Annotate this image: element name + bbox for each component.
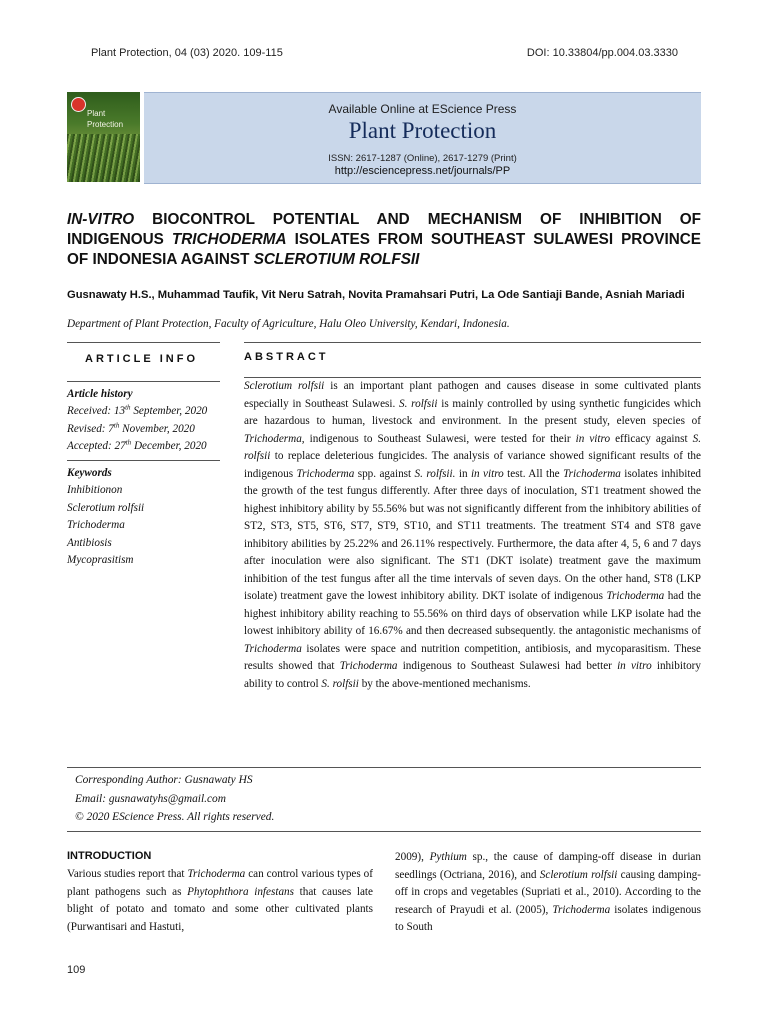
italic-text-run: Trichoderma: [244, 642, 302, 655]
copyright-notice: © 2020 EScience Press. All rights reserved.: [75, 811, 275, 823]
text-run: isolates inhibited the growth of the test fungus differently. After three days of inoculation, ST1 treatment showed the highest inhibitory ability by 55.56% but was not significantly different from the inhibitory abilities of ST2, ST3, ST5, ST6, ST7, ST9, ST10, and ST11 treatments. The treatment ST4 and ST8 gave inhibitory abilities by 25.22% and 26.11% respectively. Furthermore, the data after 4, 5, 6 and 7 days after inoculation were also significant. The ST1 (DKT isolate) treatment gave the maximum inhibition of the test fungus after all the time intervals of seven days. On the other hand, ST8 (LKP isolate) treatment gave the lowest inhibitory ability. DKT isolate of indigenous: [244, 467, 702, 602]
journal-info-band: [144, 92, 701, 184]
text-run: test. All the: [503, 467, 564, 480]
received-date: Received: 13th September, 2020: [67, 403, 208, 418]
italic-text-run: in vitro: [617, 660, 652, 672]
italic-text-run: Sclerotium rolfsii: [539, 868, 618, 881]
text-run: ISOLATES FROM SOUTHEAST SULAWESI PROVINCE OF INDONESIA AGAINST: [67, 231, 702, 268]
author-email[interactable]: Email: gusnawatyhs@gmail.com: [75, 792, 226, 805]
text-run: inhibitory ability to control: [244, 660, 701, 690]
text-run: isolates indigenous to South: [395, 903, 702, 933]
italic-text-run: S. rolfsii: [399, 397, 438, 410]
revised-date: Revised: 7th November, 2020: [67, 421, 195, 435]
abstract-heading: ABSTRACT: [244, 351, 329, 363]
running-header-citation: Plant Protection, 04 (03) 2020. 109-115: [91, 47, 283, 59]
divider-info-mid: [67, 381, 220, 382]
introduction-right-column: [395, 849, 701, 937]
article-title: [67, 210, 701, 270]
issn-line: ISSN: 2617-1287 (Online), 2617-1279 (Print): [328, 153, 517, 164]
article-history-heading: Article history: [67, 388, 133, 400]
text-run: BIOCONTROL POTENTIAL AND MECHANISM OF INHIBITION OF INDIGENOUS: [67, 211, 701, 248]
article-info-heading: ARTICLE INFO: [85, 353, 198, 365]
text-run: indigenous to Southeast Sulawesi had better: [397, 660, 618, 672]
italic-text-run: in vitro: [575, 432, 611, 445]
italic-text-run: Sclerotium rolfsii: [244, 380, 325, 392]
italic-text-run: Trichoderma: [606, 590, 665, 602]
text-run: isolates were space and nutrition competition, antibiosis, and mycoparasitism. These results showed that: [244, 642, 701, 672]
text-run: sp., the cause of damping-off disease in durian seedlings (Octriana, 2016), and: [395, 851, 701, 881]
affiliation: Department of Plant Protection, Faculty of Agriculture, Halu Oleo University, Kendari, Indonesia.: [67, 318, 510, 330]
keyword-item: Trichoderma: [67, 519, 125, 532]
text-run: spp. against: [354, 467, 415, 480]
cover-title-line2: Protection: [87, 120, 124, 129]
keyword-item: Sclerotium rolfsii: [67, 501, 145, 514]
text-run: Various studies report that: [67, 868, 188, 880]
text-run: by the above-mentioned mechanisms.: [358, 677, 531, 690]
cover-grass-graphic: [67, 134, 140, 182]
running-header-doi[interactable]: DOI: 10.33804/pp.004.03.3330: [526, 47, 678, 59]
cover-title-line1: Plant: [87, 109, 106, 118]
keyword-item: Antibiosis: [67, 536, 112, 549]
text-run: is mainly controlled by using synthetic fungicides which are hazardous to human, livestock and environment. In the present study, eleven species of: [244, 397, 701, 427]
introduction-left-column: [67, 866, 373, 936]
italic-text-run: Phytophthora infestans: [187, 885, 294, 898]
text-run: is an important plant pathogen and causes disease in some cultivated plants especially in Southeast Sulawesi.: [244, 380, 701, 410]
italic-text-run: S. rolfsii: [321, 677, 359, 690]
italic-text-run: Trichoderma,: [244, 432, 305, 445]
divider-info-top: [67, 342, 220, 343]
italic-text-run: Pythium: [429, 851, 467, 863]
journal-banner: [67, 92, 701, 185]
journal-name: Plant Protection: [348, 118, 497, 143]
article-history: [67, 386, 220, 456]
italic-text-run: Trichoderma: [552, 903, 611, 916]
italic-text-run: S. rolfsii: [244, 432, 701, 462]
divider-correspondence-bottom: [67, 831, 701, 832]
keyword-item: Mycoprasitism: [67, 554, 134, 567]
italic-text-run: TRICHODERMA: [171, 231, 287, 248]
keyword-item: Inhibitionon: [67, 484, 123, 497]
italic-text-run: Trichoderma: [339, 660, 398, 672]
text-run: can control various types of plant pathogens such as: [67, 868, 373, 898]
italic-text-run: Trichoderma: [563, 467, 621, 480]
keywords-block: [67, 465, 220, 569]
italic-text-run: Trichoderma: [296, 467, 355, 480]
corresponding-author: Corresponding Author: Gusnawaty HS: [75, 774, 253, 786]
journal-cover-image: [67, 92, 140, 182]
keywords-heading: Keywords: [67, 467, 112, 479]
divider-abstract-top: [244, 342, 701, 343]
page-number: 109: [67, 964, 86, 976]
text-run: causing damping-off in crops and vegetables (Supriati et al., 2010). According to the research of Prayudi et al. (2005),: [395, 868, 701, 916]
text-run: 2009),: [395, 851, 430, 863]
text-run: had the highest inhibitory ability reaching to 55.56% on third days of observation while LKP isolate had the lowest inhibitory ability of 16.67% and then decreased subsequently. the antagonistic mechanisms of: [244, 590, 701, 637]
italic-text-run: S. rolfsii.: [414, 467, 456, 480]
abstract-text: [244, 378, 701, 693]
italic-text-run: Trichoderma: [187, 868, 246, 880]
text-run: indigenous to Southeast Sulawesi, were tested for their: [304, 432, 576, 445]
correspondence-block: [75, 771, 274, 827]
journal-url[interactable]: http://esciencepress.net/journals/PP: [334, 165, 511, 177]
italic-text-run: IN-VITRO: [67, 211, 135, 228]
text-run: efficacy against: [610, 432, 693, 445]
text-run: that causes late blight of potato and tomato and some other cultivated plants (Purwantisari and Hastuti,: [67, 885, 373, 933]
italic-text-run: in vitro: [470, 467, 504, 480]
escience-logo-icon: [71, 97, 86, 112]
divider-history: [67, 460, 220, 461]
italic-text-run: SCLEROTIUM ROLFSII: [253, 251, 420, 268]
author-list: Gusnawaty H.S., Muhammad Taufik, Vit Neru Satrah, Novita Pramahsari Putri, La Ode Santiaji Bande, Asniah Mariadi: [67, 289, 685, 301]
introduction-heading: INTRODUCTION: [67, 850, 152, 862]
availability-line: Available Online at EScience Press: [328, 102, 517, 116]
text-run: to replace deleterious fungicides. The analysis of variance showed significant results of the indigenous: [244, 450, 701, 480]
divider-correspondence-top: [67, 767, 701, 768]
text-run: in: [455, 467, 471, 480]
accepted-date: Accepted: 27th December, 2020: [67, 438, 207, 453]
cover-title: [87, 108, 123, 130]
